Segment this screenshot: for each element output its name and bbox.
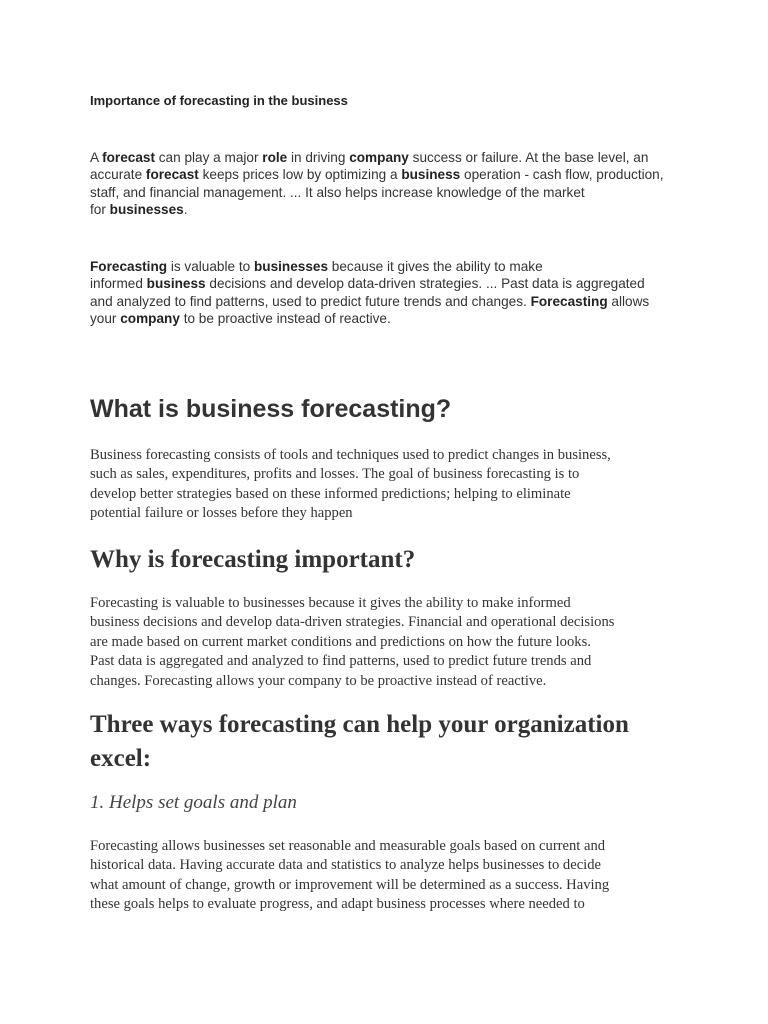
bold-keyword: Forecasting xyxy=(530,293,608,309)
text-run: to be proactive instead of reactive. xyxy=(179,310,391,326)
text-run: accurate xyxy=(90,167,146,183)
bold-keyword: businesses xyxy=(109,201,184,217)
bold-keyword: Forecasting xyxy=(90,259,168,274)
why-paragraph xyxy=(90,594,690,691)
text-run: because it gives the ability to make xyxy=(328,259,543,274)
text-run: operation - cash flow, production, xyxy=(460,167,664,183)
bold-keyword: forecast xyxy=(102,150,155,165)
what-paragraph-line: develop better strategies based on these informed predictions; helping to eliminate xyxy=(90,485,571,502)
heading-why-is-forecasting-important: Why is forecasting important? xyxy=(90,546,416,573)
bold-keyword: business xyxy=(146,276,206,292)
paragraph-line xyxy=(90,149,690,166)
goals-paragraph-line: Forecasting allows businesses set reasonable and measurable goals based on current and xyxy=(90,838,606,854)
heading-three-ways-line: excel: xyxy=(90,745,152,772)
text-run: is valuable to xyxy=(167,259,254,274)
text-run: A xyxy=(90,150,103,165)
what-paragraph-line: potential failure or losses before they happen xyxy=(90,505,353,522)
bold-keyword: role xyxy=(262,150,288,165)
why-paragraph-line: Forecasting is valuable to businesses because it gives the ability to make informed xyxy=(90,595,571,611)
text-run: keeps prices low by optimizing a xyxy=(198,167,402,183)
text-run: can play a major xyxy=(154,150,263,165)
heading-three-ways-line: Three ways forecasting can help your organization xyxy=(90,711,629,738)
text-run: informed xyxy=(90,276,147,292)
paragraph-line xyxy=(90,166,690,183)
paragraph-line xyxy=(90,201,690,218)
intro-paragraph-2 xyxy=(90,258,690,327)
paragraph-line xyxy=(90,258,690,275)
heading-what-is-business-forecasting: What is business forecasting? xyxy=(90,395,452,423)
paragraph-line xyxy=(90,184,690,201)
bold-keyword: business xyxy=(401,167,461,183)
what-paragraph-line: Business forecasting consists of tools and techniques used to predict changes in business, xyxy=(90,447,611,463)
goals-paragraph-line: these goals helps to evaluate progress, and adapt business processes where needed to xyxy=(90,896,585,913)
document-title: Importance of forecasting in the business xyxy=(90,93,348,108)
text-run: allows xyxy=(607,293,650,309)
bold-keyword: forecast xyxy=(145,167,199,183)
text-run: success or failure. At the base level, an xyxy=(408,150,649,165)
paragraph-line xyxy=(90,275,690,292)
goals-paragraph-line: what amount of change, growth or improvement will be determined as a success. Having xyxy=(90,876,610,893)
paragraph-line xyxy=(90,310,690,327)
goals-paragraph xyxy=(90,837,690,915)
bold-keyword: businesses xyxy=(253,259,329,274)
bold-keyword: company xyxy=(120,310,180,326)
text-run: in driving xyxy=(287,150,350,165)
paragraph-line xyxy=(90,293,690,310)
text-run: and analyzed to find patterns, used to predict future trends and changes. xyxy=(90,293,531,309)
goals-paragraph-line: historical data. Having accurate data and statistics to analyze helps businesses to decide xyxy=(90,857,602,874)
why-paragraph-line: changes. Forecasting allows your company to be proactive instead of reactive. xyxy=(90,672,547,689)
subheading-helps-set-goals: 1. Helps set goals and plan xyxy=(90,792,297,813)
what-paragraph xyxy=(90,446,690,524)
why-paragraph-line: Past data is aggregated and analyzed to find patterns, used to predict future trends and xyxy=(90,653,592,670)
text-run: for xyxy=(90,201,110,217)
heading-three-ways xyxy=(90,708,690,776)
intro-paragraph-1 xyxy=(90,149,690,218)
what-paragraph-line: such as sales, expenditures, profits and losses. The goal of business forecasting is to xyxy=(90,466,580,483)
bold-keyword: company xyxy=(349,150,409,165)
text-run: staff, and financial management. ... It also helps increase knowledge of the market xyxy=(90,184,585,200)
why-paragraph-line: business decisions and develop data-driven strategies. Financial and operational decisions xyxy=(90,614,615,631)
text-run: . xyxy=(183,201,188,217)
why-paragraph-line: are made based on current market conditions and predictions on how the future looks. xyxy=(90,633,591,650)
text-run: your xyxy=(90,310,121,326)
text-run: decisions and develop data-driven strategies. ... Past data is aggregated xyxy=(205,276,645,292)
